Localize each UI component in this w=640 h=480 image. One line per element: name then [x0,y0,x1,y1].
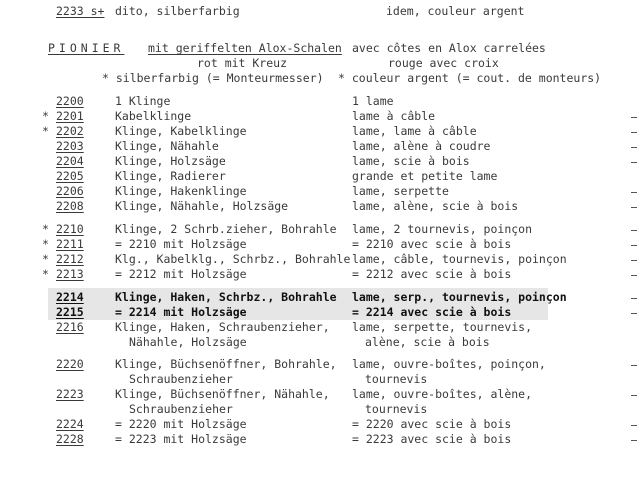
item-description-fr: = 2223 avec scie à bois [352,432,512,446]
item-code: 2216 [56,320,84,334]
item-description-fr: = 2220 avec scie à bois [352,417,512,431]
item-star-marker: * [42,109,49,123]
item-description-de: Klinge, Büchsenöffner, Bohrahle, [115,357,337,371]
item-description-de: Klinge, Haken, Schraubenzieher, [115,320,330,334]
item-description-de: Klinge, Kabelklinge [115,124,247,138]
de-title: mit geriffelten Alox-Schalen [148,41,342,55]
item-code: 2211 [56,237,84,251]
item-code: 2208 [56,199,84,213]
item-star-marker: * [42,252,49,266]
margin-dash [631,245,637,246]
margin-dash [631,275,637,276]
item-description-de: Klinge, Radierer [115,169,226,183]
item-code: 2200 [56,94,84,108]
item-code: 2204 [56,154,84,168]
item-description-fr-cont: alène, scie à bois [365,335,490,349]
item-description-fr: = 2212 avec scie à bois [352,267,512,281]
item-description-de: = 2220 mit Holzsäge [115,417,247,431]
margin-dash [631,365,637,366]
item-code: 2223 [56,387,84,401]
margin-dash [631,298,637,299]
margin-dash [631,260,637,261]
margin-dash [631,147,637,148]
de-note: * silberfarbig (= Monteurmesser) [102,71,324,85]
item-description-de: Klinge, Hakenklinge [115,184,247,198]
item-code: 2228 [56,432,84,446]
item-description-fr: lame, ouvre-boîtes, poinçon, [352,357,546,371]
item-description-de: Klinge, Nähahle, Holzsäge [115,199,289,213]
item-description-de-cont: Schraubenzieher [129,402,233,416]
item-star-marker: * [42,237,49,251]
item-star-marker: * [42,222,49,236]
item-description-de: Klinge, Büchsenöffner, Nähahle, [115,387,330,401]
item-description-de: Klinge, Haken, Schrbz., Bohrahle [115,290,337,304]
margin-dash [631,440,637,441]
item-description-de-cont: Nähahle, Holzsäge [129,335,247,349]
item-star-marker: * [42,267,49,281]
margin-dash [631,395,637,396]
top-row-fr: idem, couleur argent [386,4,525,18]
margin-dash [631,425,637,426]
margin-dash [631,230,637,231]
item-code: 2203 [56,139,84,153]
item-code: 2206 [56,184,84,198]
item-description-de: Klinge, 2 Schrb.zieher, Bohrahle [115,222,337,236]
item-code: 2213 [56,267,84,281]
item-code: 2212 [56,252,84,266]
item-description-fr: lame, serpette [352,184,449,198]
margin-dash [631,207,637,208]
item-description-de: Klg., Kabelklg., Schrbz., Bohrahle [115,252,351,266]
de-subtitle: rot mit Kreuz [197,56,288,70]
item-description-de-cont: Schraubenzieher [129,372,233,386]
item-description-fr: = 2214 avec scie à bois [352,305,512,319]
item-description-fr: lame, alène à coudre [352,139,491,153]
fr-title: avec côtes en Alox carrelées [352,41,546,55]
item-description-fr: lame, câble, tournevis, poinçon [352,252,567,266]
item-code: 2201 [56,109,84,123]
item-description-fr: lame, serpette, tournevis, [352,320,533,334]
item-code: 2214 [56,290,84,304]
item-code: 2205 [56,169,84,183]
item-description-de: Kabelklinge [115,109,192,123]
margin-dash [631,117,637,118]
item-description-fr-cont: tournevis [365,372,428,386]
margin-dash [631,192,637,193]
item-description-fr: lame, alène, scie à bois [352,199,519,213]
fr-note: * couleur argent (= cout. de monteurs) [338,71,602,85]
item-star-marker: * [42,124,49,138]
item-description-fr: 1 lame [352,94,394,108]
item-description-fr: lame, ouvre-boîtes, alène, [352,387,533,401]
item-description-fr: = 2210 avec scie à bois [352,237,512,251]
item-description-de: Klinge, Holzsäge [115,154,226,168]
item-description-fr: lame, scie à bois [352,154,470,168]
item-description-fr: lame, serp., tournevis, poinçon [352,290,567,304]
item-description-fr: lame, lame à câble [352,124,477,138]
margin-dash [631,162,637,163]
item-description-de: = 2214 mit Holzsäge [115,305,247,319]
item-description-fr: lame à câble [352,109,436,123]
top-row-de: dito, silberfarbig [115,4,240,18]
item-description-fr-cont: tournevis [365,402,428,416]
item-code: 2220 [56,357,84,371]
item-description-fr: lame, 2 tournevis, poinçon [352,222,533,236]
brand-title: PIONIER [48,41,125,55]
margin-dash [631,313,637,314]
item-code: 2224 [56,417,84,431]
item-description-de: Klinge, Nähahle [115,139,219,153]
item-code: 2215 [56,305,84,319]
item-description-fr: grande et petite lame [352,169,498,183]
margin-dash [631,132,637,133]
top-row-code: 2233 s+ [56,4,105,18]
fr-subtitle: rouge avec croix [388,56,499,70]
item-description-de: 1 Klinge [115,94,171,108]
item-description-de: = 2210 mit Holzsäge [115,237,247,251]
item-code: 2202 [56,124,84,138]
item-code: 2210 [56,222,84,236]
item-description-de: = 2223 mit Holzsäge [115,432,247,446]
item-description-de: = 2212 mit Holzsäge [115,267,247,281]
